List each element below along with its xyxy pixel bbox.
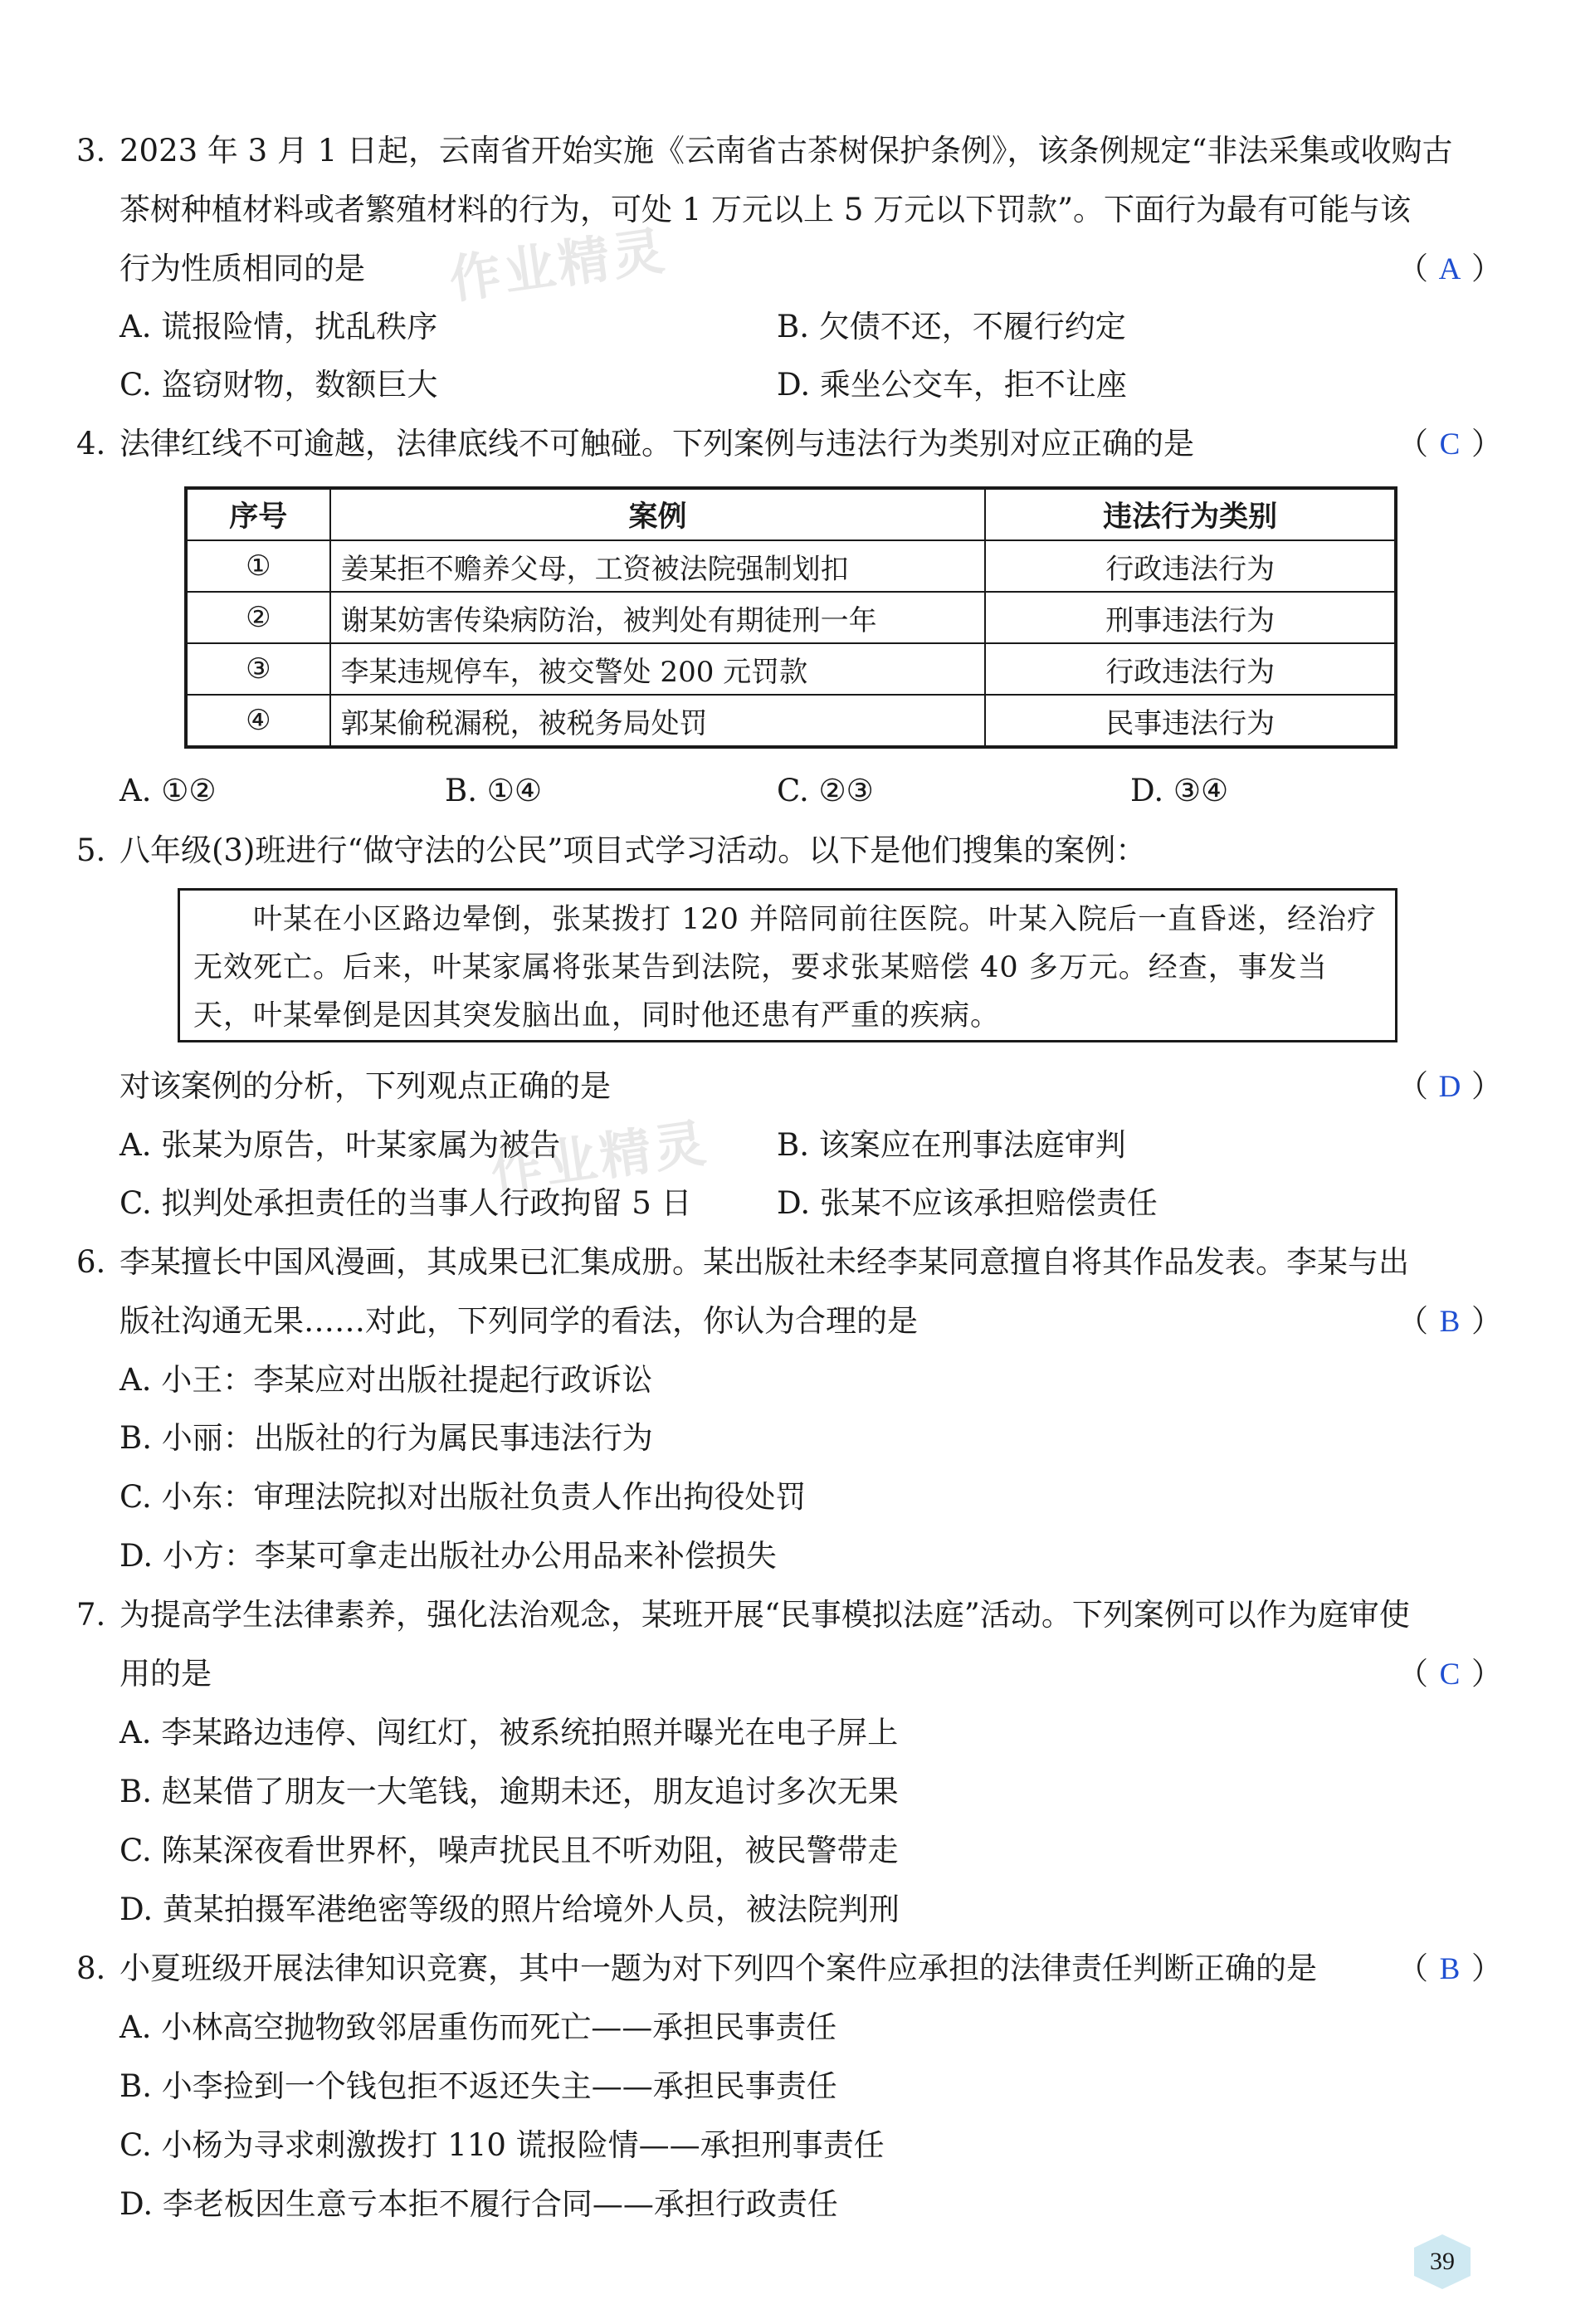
option-c: C. 陈某深夜看世界杯，噪声扰民且不听劝阻，被民警带走: [120, 1833, 899, 1868]
case-text-box: 叶某在小区路边晕倒，张某拨打 120 并陪同前往医院。叶某入院后一直昏迷，经治疗无效死亡。后来，叶某家属将张某告到法院，要求张某赔偿 40 多万元。经查，事发当天，叶某晕倒是因其突发脑出血，同时他还患有严重的疾病。: [178, 888, 1397, 1042]
question-number: 8.: [76, 1950, 106, 1986]
question-7-line-2: 用的是: [120, 1656, 212, 1692]
table-cell: 姜某拒不赡养父母，工资被法院强制划扣: [330, 540, 986, 592]
question-3-line-2: 茶树种植材料或者繁殖材料的行为，可处 1 万元以上 5 万元以下罚款”。下面行为最有可能与该: [120, 192, 1412, 227]
answer-bracket: （ C ）: [1397, 423, 1502, 466]
question-number: 5.: [76, 832, 106, 868]
answer-letter: B: [1439, 1952, 1461, 1986]
option-d: D. 小方：李某可拿走出版社办公用品来补偿损失: [120, 1538, 777, 1574]
question-6-line-2: 版社沟通无果……对此，下列同学的看法，你认为合理的是: [120, 1303, 918, 1339]
question-text: 小夏班级开展法律知识竞赛，其中一题为对下列四个案件应承担的法律责任判断正确的是: [120, 1950, 1317, 1986]
option-b: B. 该案应在刑事法庭审判: [777, 1127, 1126, 1163]
table-cell: 谢某妨害传染病防治，被判处有期徒刑一年: [330, 592, 986, 643]
table-cell: ①: [186, 540, 330, 592]
question-text: 2023 年 3 月 1 日起，云南省开始实施《云南省古茶树保护条例》，该条例规定“非法采集或收购古: [120, 133, 1453, 168]
table-cell: 李某违规停车，被交警处 200 元罚款: [330, 643, 986, 695]
option-a: A. 小王：李某应对出版社提起行政诉讼: [120, 1362, 653, 1398]
option-c: C. 小东：审理法院拟对出版社负责人作出拘役处罚: [120, 1479, 807, 1515]
question-6-line-1: [76, 1242, 1409, 1283]
answer-letter: D: [1438, 1070, 1461, 1104]
option-b: B. 欠债不还，不履行约定: [777, 309, 1126, 344]
option-d: D. ③④: [1130, 773, 1229, 808]
table-cell: 民事违法行为: [985, 695, 1396, 747]
table-row: [186, 643, 1396, 695]
option-a: A. ①②: [120, 773, 217, 808]
answer-letter: C: [1439, 427, 1461, 461]
table-cell: ④: [186, 695, 330, 747]
table-cell: ②: [186, 592, 330, 643]
question-number: 7.: [76, 1597, 106, 1633]
option-c: C. 盗窃财物，数额巨大: [120, 367, 438, 403]
option-b: B. 小丽：出版社的行为属民事违法行为: [120, 1420, 653, 1456]
answer-letter: A: [1438, 252, 1461, 286]
option-a: A. 谎报险情，扰乱秩序: [120, 309, 438, 344]
case-table: [184, 486, 1397, 749]
question-number: 6.: [76, 1244, 106, 1280]
table-cell: 行政违法行为: [985, 643, 1396, 695]
table-header-row: [186, 488, 1396, 540]
question-3-line-1: [76, 130, 1452, 172]
answer-bracket: （ A ）: [1397, 248, 1502, 290]
watermark: 作业精灵: [486, 1111, 713, 1203]
option-c: C. 拟判处承担责任的当事人行政拘留 5 日: [120, 1185, 692, 1221]
option-b: B. 小李捡到一个钱包拒不返还失主——承担民事责任: [120, 2068, 837, 2104]
table-cell: ③: [186, 643, 330, 695]
option-d: D. 黄某拍摄军港绝密等级的照片给境外人员，被法院判刑: [120, 1892, 900, 1927]
question-number: 4.: [76, 426, 106, 461]
page-number-badge: [1411, 2233, 1474, 2291]
table-row: [186, 592, 1396, 643]
option-d: D. 李老板因生意亏本拒不履行合同——承担行政责任: [120, 2186, 838, 2222]
answer-letter: C: [1439, 1658, 1461, 1692]
watermark: 作业精灵: [445, 219, 671, 310]
option-d: D. 乘坐公交车，拒不让座: [777, 367, 1127, 403]
option-b: B. ①④: [445, 773, 543, 808]
question-7-line-1: [76, 1594, 1410, 1636]
question-4-line-1: [76, 423, 1194, 465]
page-number: 39: [1430, 2248, 1455, 2275]
table-cell: 刑事违法行为: [985, 592, 1396, 643]
option-c: C. 小杨为寻求刺激拨打 110 谎报险情——承担刑事责任: [120, 2127, 885, 2163]
answer-bracket: （ B ）: [1397, 1948, 1502, 1990]
table-row: [186, 695, 1396, 747]
question-5-line-1: [76, 830, 1146, 872]
option-b: B. 赵某借了朋友一大笔钱，逾期未还，朋友追讨多次无果: [120, 1774, 899, 1809]
answer-letter: B: [1439, 1305, 1461, 1339]
column-header: 序号: [186, 488, 330, 540]
answer-bracket: （ C ）: [1397, 1653, 1502, 1696]
answer-bracket: （ D ）: [1397, 1066, 1502, 1108]
answer-bracket: （ B ）: [1397, 1301, 1502, 1343]
question-number: 3.: [76, 133, 106, 168]
option-a: A. 小林高空抛物致邻居重伤而死亡——承担民事责任: [120, 2009, 837, 2045]
option-a: A. 李某路边违停、闯红灯，被系统拍照并曝光在电子屏上: [120, 1715, 899, 1750]
question-text: 为提高学生法律素养，强化法治观念，某班开展“民事模拟法庭”活动。下列案例可以作为庭审使: [120, 1597, 1410, 1633]
option-d: D. 张某不应该承担赔偿责任: [777, 1185, 1158, 1221]
column-header: 案例: [330, 488, 986, 540]
table-cell: 行政违法行为: [985, 540, 1396, 592]
option-c: C. ②③: [777, 773, 874, 808]
question-text: 法律红线不可逾越，法律底线不可触碰。下列案例与违法行为类别对应正确的是: [120, 426, 1194, 461]
table-cell: 郭某偷税漏税，被税务局处罚: [330, 695, 986, 747]
option-a: A. 张某为原告，叶某家属为被告: [120, 1127, 561, 1163]
question-text: 李某擅长中国风漫画，其成果已汇集成册。某出版社未经李某同意擅自将其作品发表。李某与出: [120, 1244, 1409, 1280]
table-row: [186, 540, 1396, 592]
question-8-line-1: [76, 1948, 1317, 1990]
question-text: 八年级(3)班进行“做守法的公民”项目式学习活动。以下是他们搜集的案例：: [120, 832, 1147, 868]
column-header: 违法行为类别: [985, 488, 1396, 540]
question-3-line-3: 行为性质相同的是: [120, 251, 365, 286]
question-5-line-2: 对该案例的分析，下列观点正确的是: [120, 1068, 611, 1104]
